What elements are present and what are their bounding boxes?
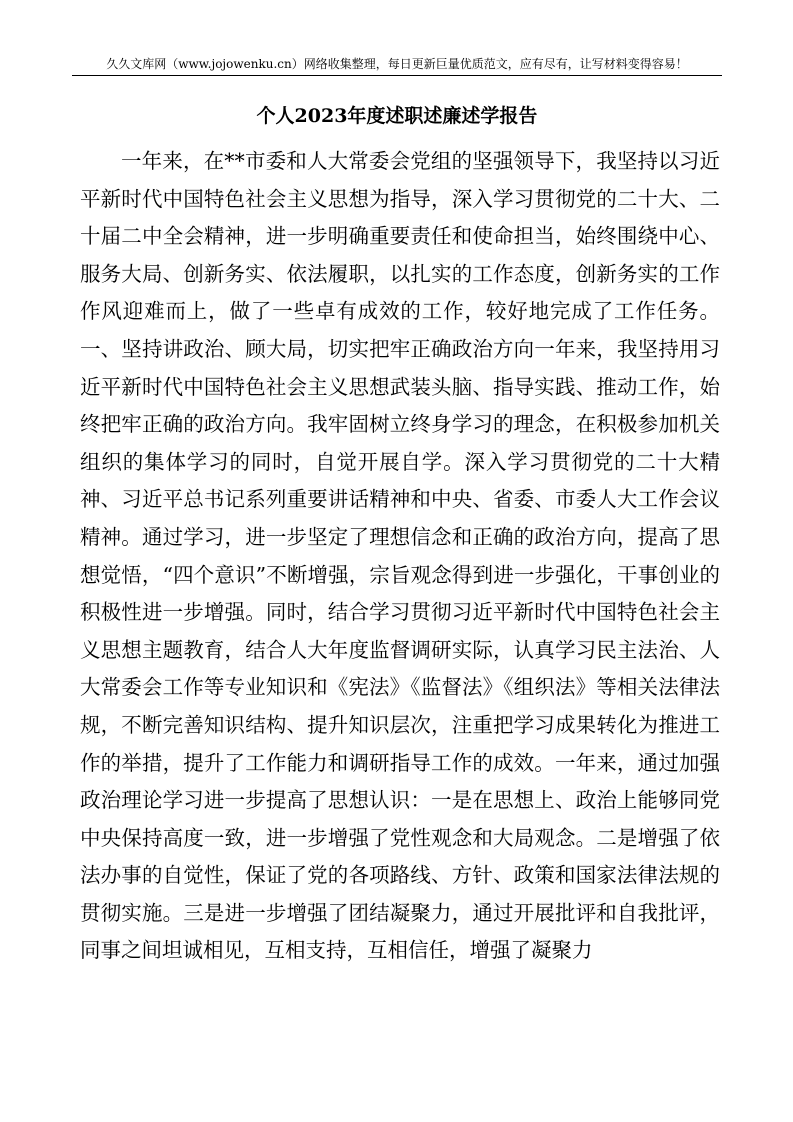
page-header <box>72 52 722 76</box>
header-text: 久久文库网（www.jojowenku.cn）网络收集整理，每日更新巨量优质范文，应有尽有，让写材料变得容易！ <box>106 57 688 71</box>
document-body: 一年来，在**市委和人大常委会党组的坚强领导下，我坚持以习近平新时代中国特色社会主义思想为指导，深入学习贯彻党的二十大、二十届二中全会精神，进一步明确重要责任和使命担当，始终围绕中心、服务大局、创新务实、依法履职，以扎实的工作态度，创新务实的工作作风迎难而上，做了一些卓有成效的工作，较好地完成了工作任务。一、坚持讲政治、顾大局，切实把牢正确政治方向一年来，我坚持用习近平新时代中国特色社会主义思想武装头脑、指导实践、推动工作，始终把牢正确的政治方向。我牢固树立终身学习的理念，在积极参加机关组织的集体学习的同时，自觉开展自学。深入学习贯彻党的二十大精神、习近平总书记系列重要讲话精神和中央、省委、市委人大工作会议精神。通过学习，进一步坚定了理想信念和正确的政治方向，提高了思想觉悟，“四个意识”不断增强，宗旨观念得到进一步强化，干事创业的积极性进一步增强。同时，结合学习贯彻习近平新时代中国特色社会主义思想主题教育，结合人大年度监督调研实际，认真学习民主法治、人大常委会工作等专业知识和《宪法》《监督法》《组织法》等相关法律法规，不断完善知识结构、提升知识层次，注重把学习成果转化为推进工作的举措，提升了工作能力和调研指导工作的成效。一年来，通过加强政治理论学习进一步提高了思想认识：一是在思想上、政治上能够同党中央保持高度一致，进一步增强了党性观念和大局观念。二是增强了依法办事的自觉性，保证了党的各项路线、方针、政策和国家法律法规的贯彻实施。三是进一步增强了团结凝聚力，通过开展批评和自我批评，同事之间坦诚相见，互相支持，互相信任，增强了凝聚力 <box>80 149 720 963</box>
document-title: 个人2023年度述职述廉述学报告 <box>256 105 538 127</box>
